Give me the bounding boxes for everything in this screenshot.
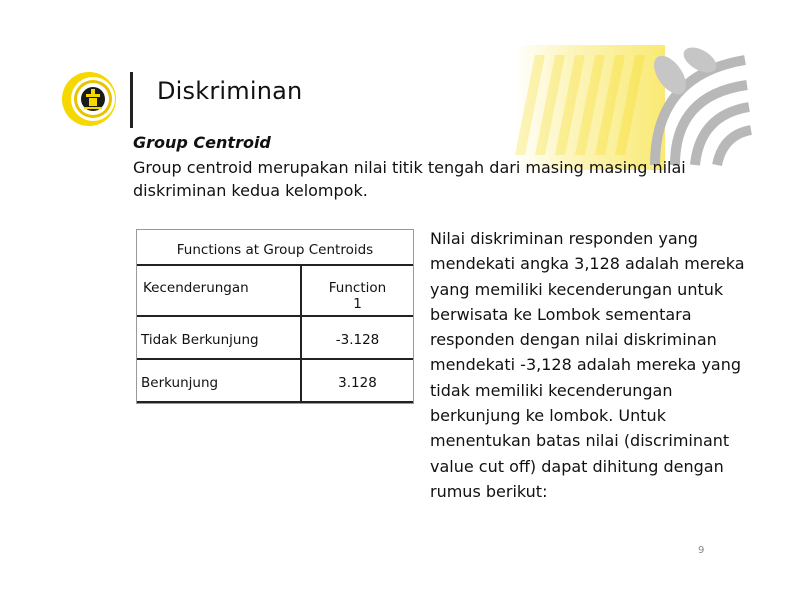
header-function-line2: 1 xyxy=(353,296,362,312)
university-logo-icon xyxy=(60,70,118,128)
row-divider xyxy=(137,315,413,317)
header-function xyxy=(302,280,413,312)
explanation-paragraph: Nilai diskriminan responden yang mendekati angka 3,128 adalah mereka yang memiliki kecenderungan untuk berwisata ke Lombok sementara responden dengan nilai diskriminan mendekati -3,128 adalah mereka yang tidak memiliki kecenderungan berkunjung ke lombok. Untuk menentukan batas nilai (discriminant value cut off) dapat dihitung dengan rumus berikut: xyxy=(430,229,745,501)
intro-paragraph: Group centroid merupakan nilai titik tengah dari masing masing nilai diskriminan kedua kelompok. xyxy=(133,158,686,200)
header-kecenderungan: Kecenderungan xyxy=(143,280,249,296)
row-value-berkunjung: 3.128 xyxy=(338,375,377,391)
decorative-motif xyxy=(455,45,755,170)
section-subtitle: Group Centroid xyxy=(133,133,271,152)
row-label-berkunjung: Berkunjung xyxy=(141,375,219,391)
page-number: 9 xyxy=(698,545,705,556)
group-centroids-table xyxy=(136,229,414,404)
row-divider xyxy=(137,358,413,360)
header-function-line1: Function xyxy=(328,280,387,296)
row-label-tidak-berkunjung: Tidak Berkunjung xyxy=(141,332,259,348)
row-value-tidak-berkunjung: -3.128 xyxy=(335,332,380,348)
title-divider xyxy=(130,72,133,128)
table-caption: Functions at Group Centroids xyxy=(176,242,374,258)
slide-title: Diskriminan xyxy=(157,77,303,105)
table-grid xyxy=(137,264,413,403)
